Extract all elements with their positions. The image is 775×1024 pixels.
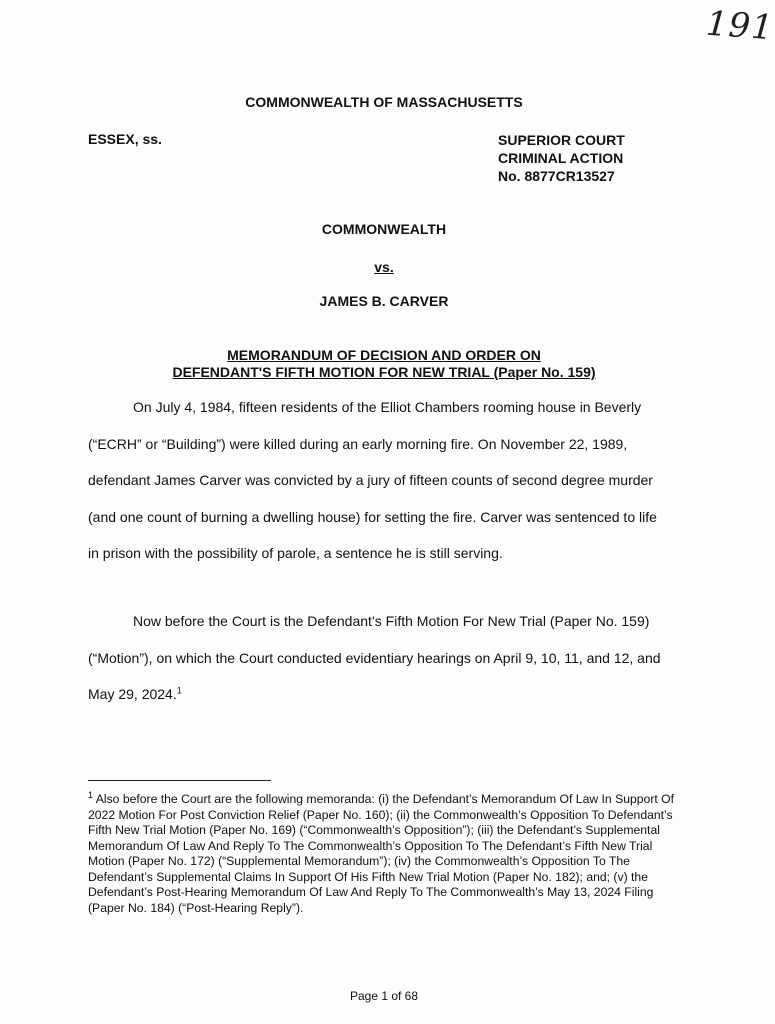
title-line-1: MEMORANDUM OF DECISION AND ORDER ON bbox=[227, 347, 541, 363]
footnote-divider bbox=[88, 780, 271, 781]
footnote-marker: 1 bbox=[88, 789, 94, 800]
versus-text: vs. bbox=[374, 259, 394, 275]
body-paragraph-2 bbox=[88, 603, 668, 713]
footnote-reference[interactable]: 1 bbox=[176, 685, 182, 696]
caption-versus bbox=[0, 259, 768, 275]
court-block bbox=[498, 131, 625, 185]
court-name: SUPERIOR COURT bbox=[498, 132, 625, 148]
title-line-2: DEFENDANT'S FIFTH MOTION FOR NEW TRIAL (Paper No. 159) bbox=[172, 364, 596, 380]
footnote-text: Also before the Court are the following memoranda: (i) the Defendant’s Memorandum Of Law In Support Of 2022 Motion For Post Conviction Relief (Paper No. 160); (ii) the Commonwealth’s Opposition To Defendant’s Fifth New Trial Motion (Paper No. 169) (“Commonwealth’s Opposition”); (iii) the Defendant’s Supplemental Memorandum Of Law And Reply To The Commonwealth’s Opposition To The Defendant’s Fifth New Trial Motion (Paper No. 172) (“Supplemental Memorandum”); (iv) the Commonwealth’s Opposition To The Defendant’s Supplemental Claims In Support Of His Fifth New Trial Motion (Paper No. 182); and; (v) the Defendant’s Post-Hearing Memorandum Of Law And Reply To The Commonwealth’s May 13, 2024 Filing (Paper No. 184) (“Post-Hearing Reply”). bbox=[88, 792, 675, 915]
handwritten-page-mark: 191 bbox=[704, 3, 775, 49]
page-number: Page 1 of 68 bbox=[349, 989, 419, 1003]
case-number: No. 8877CR13527 bbox=[498, 168, 615, 184]
document-title bbox=[0, 347, 768, 381]
action-type: CRIMINAL ACTION bbox=[498, 150, 624, 166]
paragraph-2 bbox=[88, 603, 668, 713]
footnote-1 bbox=[88, 789, 688, 916]
paragraph-2-text: Now before the Court is the Defendant’s Fifth Motion For New Trial (Paper No. 159) (“Motion”), on which the Court conducted evidentiary hearings on April 9, 10, 11, and 12, and May 29, 2024. bbox=[88, 613, 661, 702]
caption-plaintiff: COMMONWEALTH bbox=[321, 221, 447, 237]
paragraph-1-text: On July 4, 1984, fifteen residents of the Elliot Chambers rooming house in Beverly (“ECRH” or “Building”) were killed during an early morning fire. On November 22, 1989, defendant James Carver was convicted by a jury of fifteen counts of second degree murder (and one count of burning a dwelling house) for setting the fire. Carver was sentenced to life in prison with the possibility of parole, a sentence he is still serving. bbox=[88, 399, 657, 561]
caption-defendant: JAMES B. CARVER bbox=[319, 293, 449, 309]
body-paragraph-1 bbox=[88, 389, 668, 572]
state-heading: COMMONWEALTH OF MASSACHUSETTS bbox=[245, 94, 523, 110]
county-label: ESSEX, ss. bbox=[88, 131, 162, 147]
